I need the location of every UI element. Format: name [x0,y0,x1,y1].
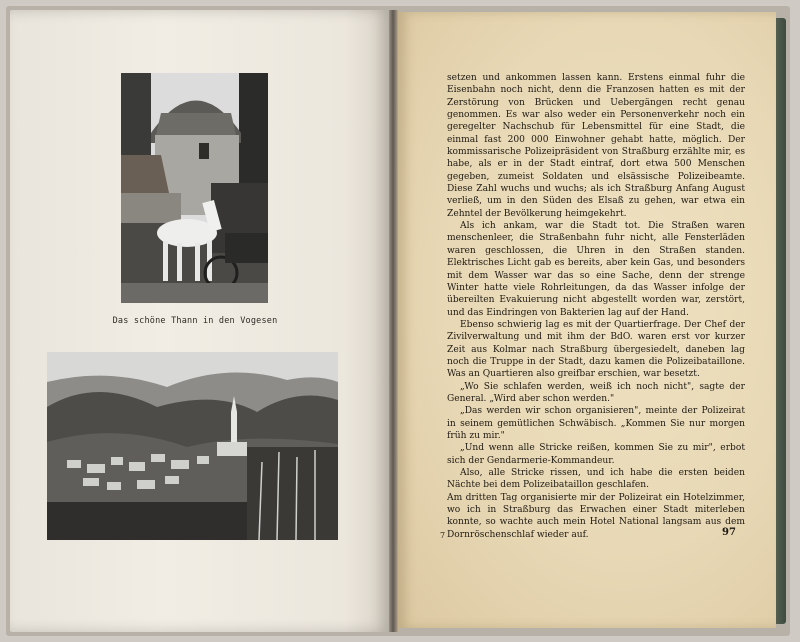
paragraph: Am dritten Tag organisierte mir der Polizeirat ein Hotelzimmer, wo ich in Straßburg das Erwachen einer Stadt miterleben konnte, so wachte auch mein Hotel National langsam aus dem Dornröschenschlaf wieder auf. [447,492,745,540]
paragraph: Ebenso schwierig lag es mit der Quartierfrage. Der Chef der Zivilverwaltung und mit ihm der BdO. waren erst vor kurzer Zeit aus Kolmar nach Straßburg übergesiedelt, daneben lag noch die Truppe in der Stadt, dazu kamen die Polizeibataillone. Was an Quartieren also greifbar erschien, war besetzt. [447,319,745,380]
paragraph: Als ich ankam, war die Stadt tot. Die Straßen waren menschenleer, die Straßenbahn fuhr nicht, alle Fensterläden waren geschlossen, die Uhren in den Straßen standen. Elektrisches Licht gab es bereits, aber kein Gas, und besonders mit dem Wasser war das so eine Sache, denn der strenge Winter hatte viele Rohrleitungen, da das Wasser infolge der übereilten Evakuierung nicht abgestellt worden war, zerstört, und das Eindringen von Bakterien lag auf der Hand. [447,221,745,318]
page-text [447,72,745,541]
tower-horse-photo [121,73,268,303]
paragraph: setzen und ankommen lassen kann. Erstens einmal fuhr die Eisenbahn noch nicht, denn die Franzosen hatten es mit der Zerstörung von Brücken und Uebergängen recht genau genommen. Es war also weder ein Personenverkehr noch ein geregelter Nachschub für Lebensmittel für eine Stadt, die einmal fast 200 000 Einwohner gehabt hatte, möglich. Der kommissarische Polizeipräsident von Straßburg erzählte mir, es habe, als er in der Stadt eintraf, dort etwa 500 Menschen gegeben, zumeist Soldaten und elsässische Polizeibeamte. Diese Zahl wuchs und wuchs; als ich Straßburg Anfang August verließ, um in den Süden des Elsaß zu gehen, war etwa ein Zehntel der Bevölkerung heimgekehrt. [447,73,745,219]
signature-mark: 7 [440,531,446,540]
paragraph: „Und wenn alle Stricke reißen, kommen Sie zu mir", erbot sich der Gendarmerie-Kommandeur. [447,443,745,466]
valley-town-photo [47,352,338,540]
paragraph: Also, alle Stricke rissen, und ich habe die ersten beiden Nächte bei dem Polizeibataillon geschlafen. [447,468,745,491]
paragraph: „Wo Sie schlafen werden, weiß ich noch nicht", sagte der General. „Wird aber schon werden." [447,381,745,404]
paragraph: „Das werden wir schon organisieren", meinte der Polizeirat in seinem gemütlichen Schwäbisch. „Kommen Sie nur morgen früh zu mir." [447,406,745,441]
photo-caption: Das schöne Thann in den Vogesen [112,316,278,326]
page-number: 97 [722,527,736,538]
